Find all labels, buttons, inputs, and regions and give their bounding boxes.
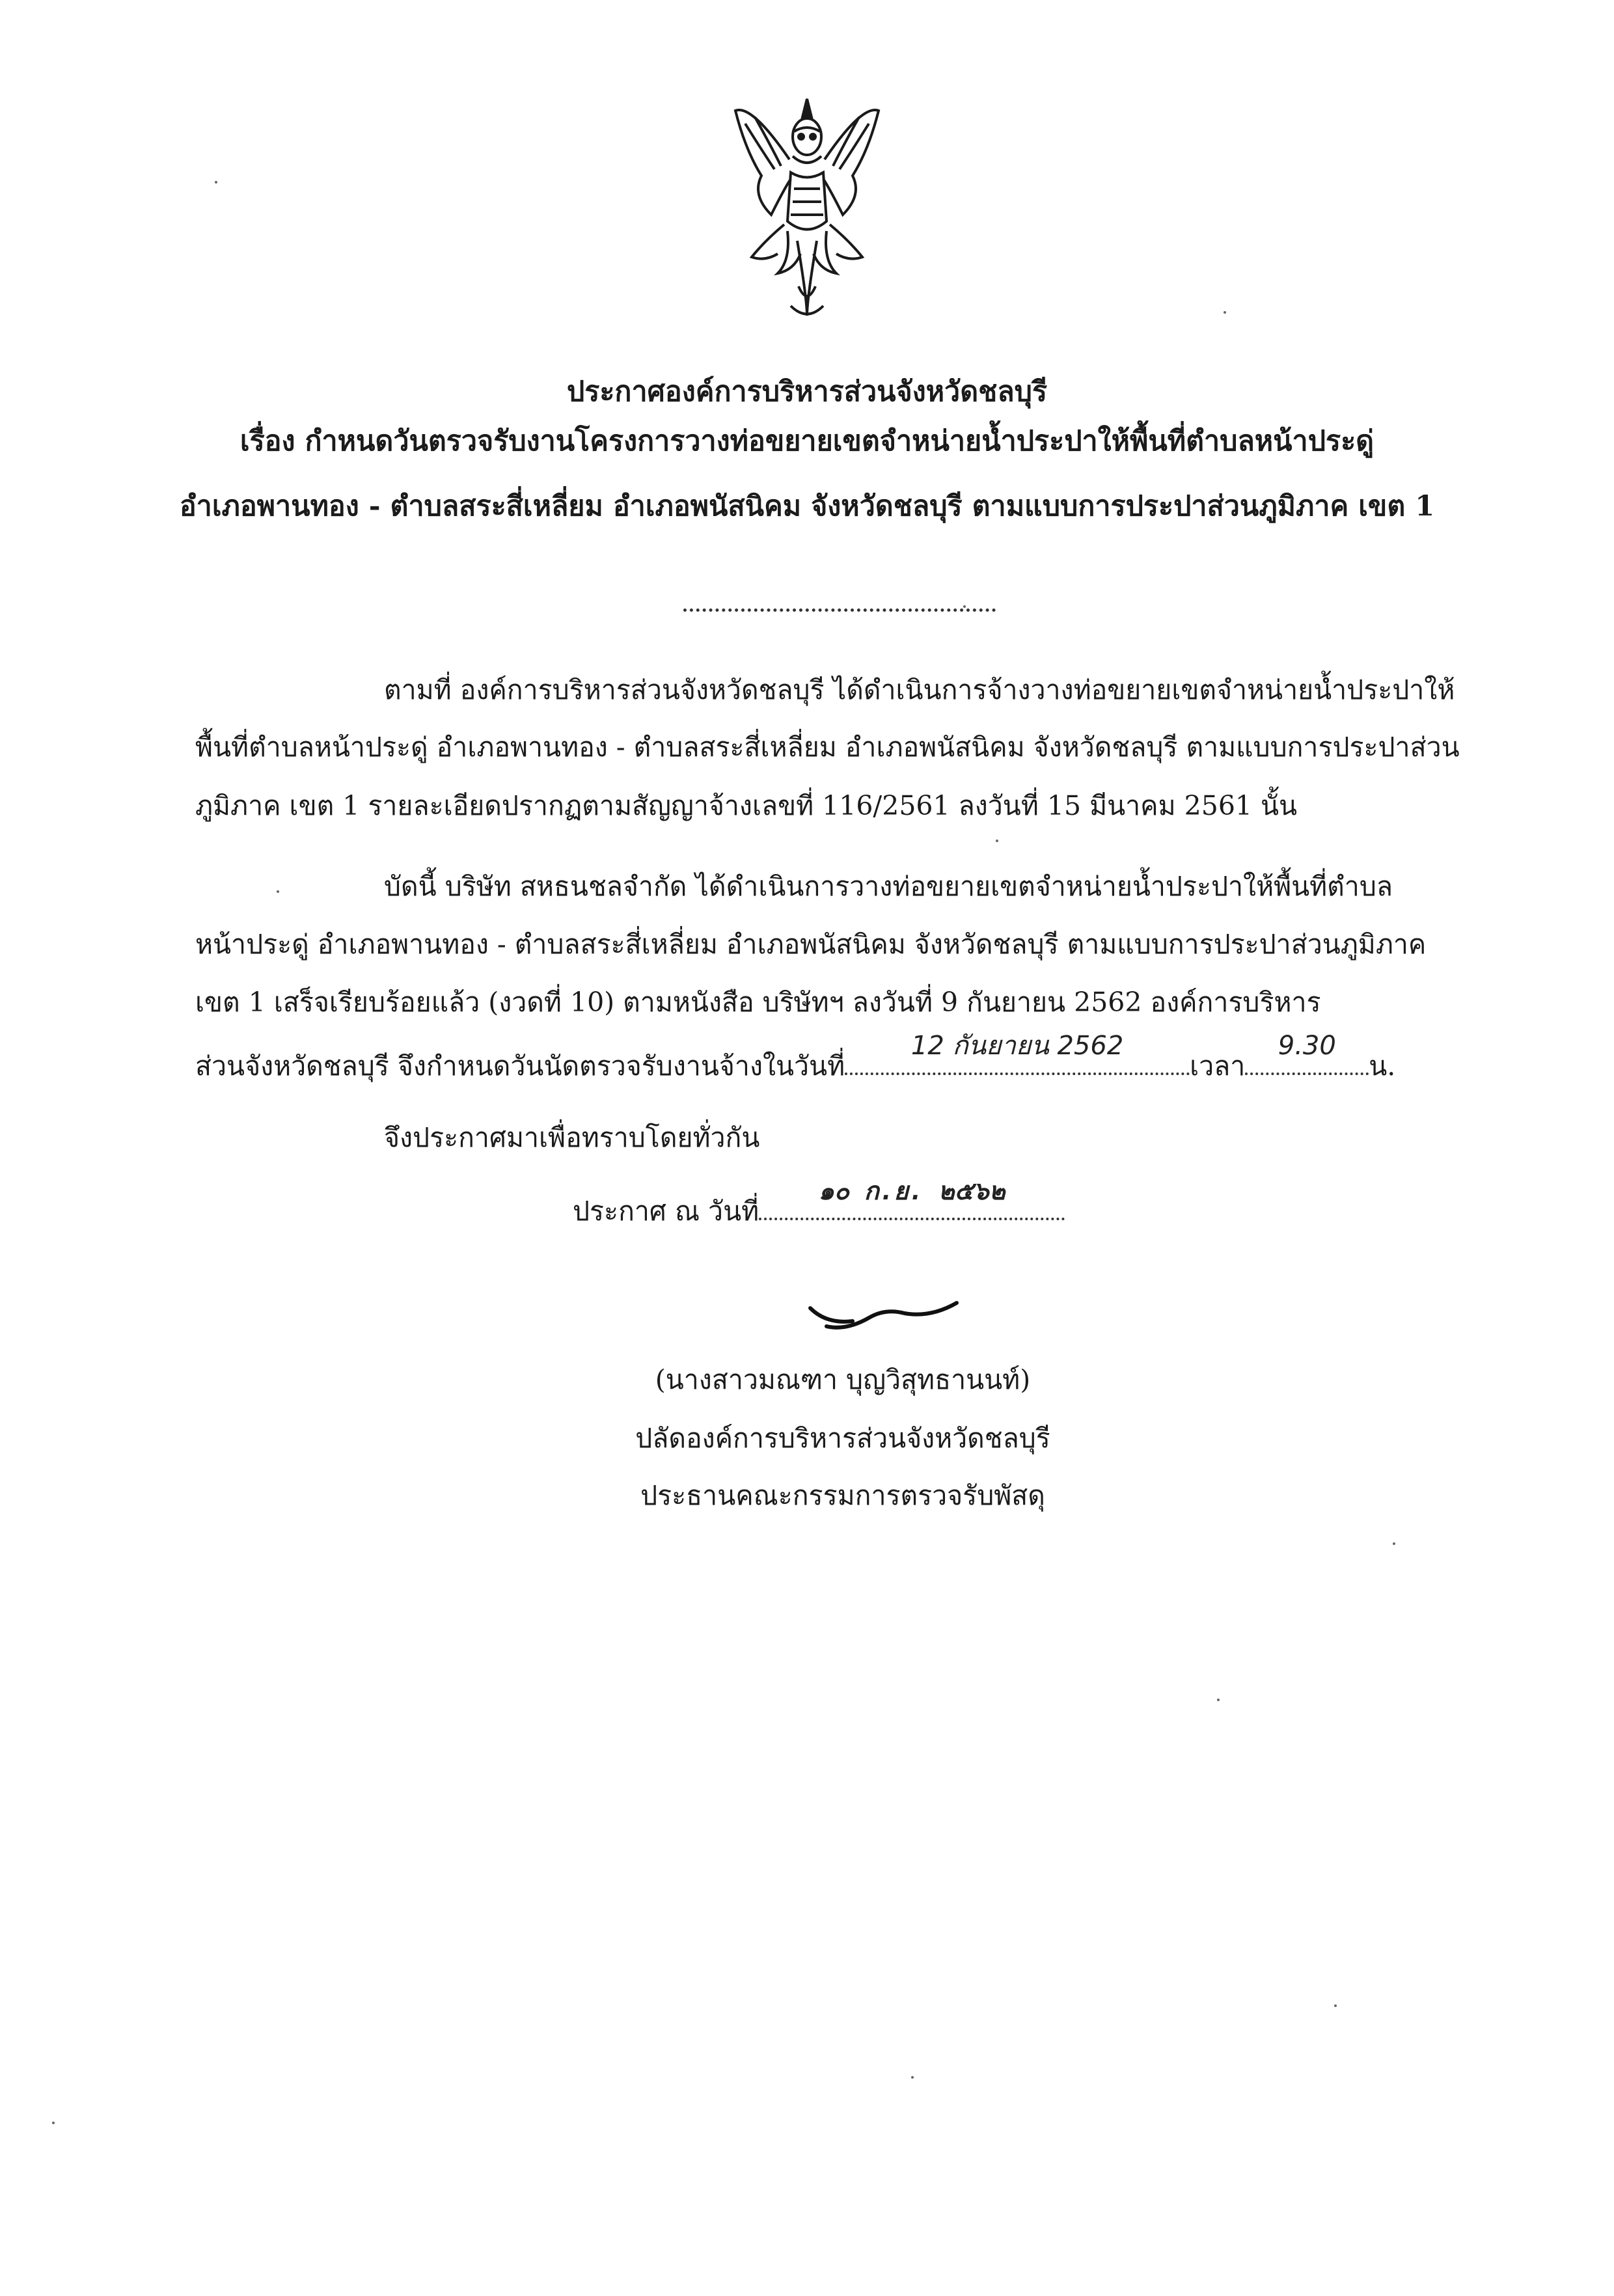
- signature: [807, 1295, 963, 1347]
- document-title: ประกาศองค์การบริหารส่วนจังหวัดชลบุรี: [566, 376, 1048, 408]
- announce-line: จึงประกาศมาเพื่อทราบโดยทั่วกัน: [384, 1122, 760, 1153]
- time-label: เวลา: [1190, 1050, 1246, 1082]
- scan-speck: [1224, 311, 1226, 314]
- inspection-time-field: [1245, 1031, 1369, 1075]
- para2-line2: หน้าประดู่ อำเภอพานทอง - ตำบลสระสี่เหลี่ยม อำเภอพนัสนิคม จังหวัดชลบุรี ตามแบบการประปาส่วนภูมิภาค: [195, 929, 1427, 960]
- scan-speck: [277, 890, 279, 893]
- scan-speck: [52, 2122, 55, 2124]
- para2-line4: [195, 1031, 1396, 1089]
- subject-line-2: อำเภอพานทอง - ตำบลสระสี่เหลี่ยม อำเภอพนัสนิคม จังหวัดชลบุรี ตามแบบการประปาส่วนภูมิภาค เขต 1: [179, 490, 1435, 523]
- para2-line4-text: ส่วนจังหวัดชลบุรี จึงกำหนดวันนัดตรวจรับงานจ้างในวันที่: [195, 1050, 845, 1082]
- signer-name: (นางสาวมณฑา บุญวิสุทธานนท์): [655, 1364, 1031, 1395]
- para2-line3: เขต 1 เสร็จเรียบร้อยแล้ว (งวดที่ 10) ตามหนังสือ บริษัทฯ ลงวันที่ 9 กันยายน 2562 องค์การบริหาร: [195, 987, 1321, 1018]
- announced-at-label: ประกาศ ณ วันที่: [573, 1196, 759, 1227]
- separator-dots: [683, 608, 996, 612]
- scan-speck: [1217, 1699, 1220, 1701]
- announced-at-line: [573, 1177, 1065, 1234]
- inspection-time-handwritten: 9.30: [1278, 1031, 1336, 1061]
- inspection-date-field: [845, 1031, 1190, 1075]
- scan-speck: [1393, 1542, 1395, 1545]
- announced-date-field: [759, 1177, 1065, 1220]
- para2-line1: บัดนี้ บริษัท สหธนชลจำกัด ได้ดำเนินการวางท่อขยายเขตจำหน่ายน้ำประปาให้พื้นที่ตำบล: [384, 871, 1393, 902]
- para1-line2: พื้นที่ตำบลหน้าประดู่ อำเภอพานทอง - ตำบลสระสี่เหลี่ยม อำเภอพนัสนิคม จังหวัดชลบุรี ตามแบบการประปาส่วน: [195, 731, 1460, 763]
- inspection-date-handwritten: 12 กันยายน 2562: [910, 1031, 1124, 1061]
- signer-position-1: ปลัดองค์การบริหารส่วนจังหวัดชลบุรี: [635, 1423, 1050, 1454]
- scan-speck: [996, 840, 998, 842]
- para1-line1: ตามที่ องค์การบริหารส่วนจังหวัดชลบุรี ได้ดำเนินการจ้างวางท่อขยายเขตจำหน่ายน้ำประปาให้: [384, 674, 1455, 705]
- scan-speck: [215, 181, 217, 184]
- announced-date-stamp: ๑๐ ก.ย. ๒๕๖๒: [818, 1177, 1005, 1205]
- scan-speck: [963, 605, 966, 608]
- scan-speck: [1334, 2004, 1337, 2007]
- subject-line-1: เรื่อง กำหนดวันตรวจรับงานโครงการวางท่อขยายเขตจำหน่ายน้ำประปาให้พื้นที่ตำบลหน้าประดู่: [239, 425, 1375, 458]
- garuda-emblem: [726, 91, 888, 325]
- time-suffix: น.: [1369, 1050, 1396, 1082]
- para1-line3: ภูมิภาค เขต 1 รายละเอียดปรากฏตามสัญญาจ้างเลขที่ 116/2561 ลงวันที่ 15 มีนาคม 2561 นั้น: [195, 790, 1298, 821]
- signer-position-2: ประธานคณะกรรมการตรวจรับพัสดุ: [640, 1480, 1045, 1511]
- scan-speck: [911, 2076, 914, 2079]
